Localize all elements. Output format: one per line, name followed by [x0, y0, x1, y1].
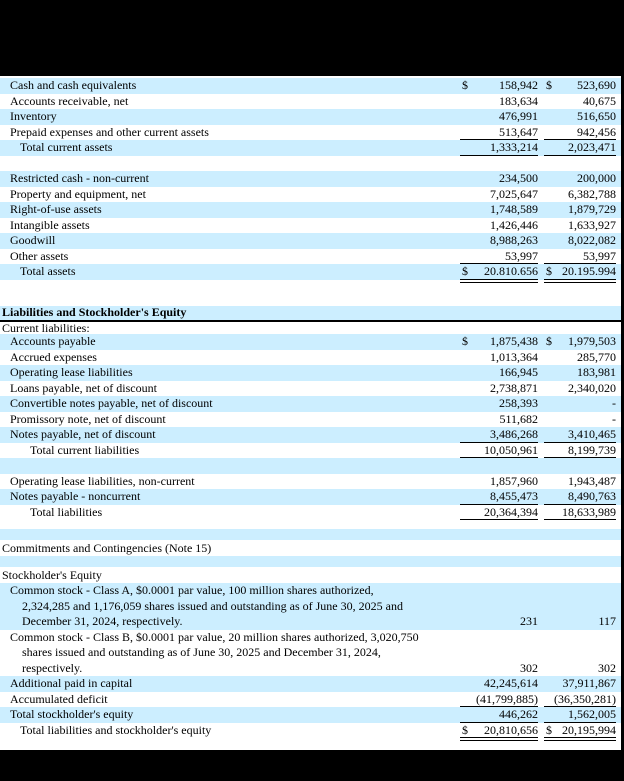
value-current-period	[460, 334, 538, 350]
table-row	[0, 187, 621, 203]
value-current-period	[460, 171, 538, 187]
amount-text: 166,945	[499, 365, 538, 379]
value-prior-period	[544, 365, 616, 381]
spacer-row	[0, 556, 621, 567]
right-padding	[616, 723, 621, 739]
row-label-line: shares issued and outstanding as of June 30, 2025 and December 31, 2024,	[22, 645, 381, 659]
value-prior-period	[544, 109, 616, 125]
value-current-period	[460, 202, 538, 218]
row-label-line: 2,324,285 and 1,176,059 shares issued and outstanding as of June 30, 2025 and	[22, 598, 403, 613]
row-label: Prepaid expenses and other current assets	[10, 124, 209, 139]
value-current-period	[460, 125, 538, 141]
table-row	[0, 707, 621, 723]
table-row	[0, 692, 621, 708]
value-prior-period	[544, 350, 616, 366]
table-row	[0, 567, 621, 583]
value-prior-period	[544, 218, 616, 234]
row-label-line: December 31, 2024, respectively.	[22, 614, 183, 628]
row-label: Total liabilities and stockholder's equity	[20, 722, 212, 737]
top-black-bar	[0, 0, 624, 76]
value-prior-period	[544, 489, 616, 505]
dollar-sign-icon: $	[546, 78, 552, 92]
right-padding	[616, 707, 621, 723]
value-prior-period	[544, 171, 616, 187]
value-current-period	[460, 489, 538, 505]
amount-text: 8,022,082	[568, 233, 616, 247]
right-padding	[616, 218, 621, 234]
table-row	[0, 171, 621, 187]
dollar-sign-icon: $	[546, 334, 552, 348]
table-row	[0, 474, 621, 490]
amount-text: 3,486,268	[490, 427, 538, 441]
amount-text: (41,799,885)	[476, 691, 538, 706]
dollar-sign-icon: $	[546, 722, 552, 737]
right-padding	[616, 505, 621, 521]
row-label-line: respectively.	[22, 660, 83, 675]
row-label: Convertible notes payable, net of discount	[10, 396, 213, 410]
amount-text: 8,199,739	[568, 442, 616, 457]
right-padding	[616, 202, 621, 218]
dollar-sign-icon: $	[462, 264, 468, 278]
amount-text: 302	[598, 660, 616, 675]
table-row	[0, 94, 621, 110]
right-padding	[616, 249, 621, 265]
amount-text: 258,393	[499, 396, 538, 410]
amount-text: 516,650	[577, 109, 616, 123]
amount-text: 183,981	[577, 365, 616, 379]
row-label: Total liabilities	[30, 504, 103, 519]
table-row	[0, 125, 621, 141]
table-row	[0, 723, 621, 739]
amount-text: 523,690	[577, 78, 616, 92]
amount-text: 2,340,020	[568, 380, 616, 395]
row-label: Operating lease liabilities, non-current	[10, 473, 195, 488]
right-padding	[616, 676, 621, 692]
row-label: Total stockholder's equity	[10, 707, 134, 721]
right-padding	[616, 78, 621, 94]
amount-text: 20.195.994	[562, 264, 616, 278]
amount-text: 513,647	[499, 124, 538, 139]
table-row	[0, 676, 621, 692]
amount-text: 53,997	[583, 248, 616, 263]
right-padding	[616, 264, 621, 280]
right-padding	[616, 94, 621, 110]
amount-text: 8,455,473	[490, 489, 538, 503]
right-padding	[616, 109, 621, 125]
table-row	[0, 540, 621, 556]
row-label	[0, 630, 460, 677]
amount-text: 1,943,487	[568, 473, 616, 488]
spacer-row	[0, 458, 621, 474]
right-padding	[616, 412, 621, 428]
table-row	[0, 583, 621, 630]
right-padding	[616, 443, 621, 459]
right-padding	[616, 692, 621, 708]
value-current-period	[460, 474, 538, 490]
right-padding	[616, 171, 621, 187]
table-row	[0, 427, 621, 443]
bottom-black-bar	[0, 750, 624, 781]
value-prior-period	[544, 233, 616, 249]
value-prior-period	[544, 474, 616, 490]
value-current-period	[460, 140, 538, 156]
right-padding	[616, 489, 621, 505]
row-label: Restricted cash - non-current	[10, 171, 149, 185]
value-prior-period	[544, 676, 616, 692]
amount-text: 446,262	[499, 707, 538, 721]
value-prior-period	[544, 396, 616, 412]
spacer-row	[0, 156, 621, 172]
table-row	[0, 443, 621, 459]
right-padding	[616, 350, 621, 366]
value-current-period	[460, 365, 538, 381]
row-label: Right-of-use assets	[10, 202, 102, 216]
value-prior-period	[544, 707, 616, 723]
value-prior-period	[544, 187, 616, 203]
value-prior-period	[544, 381, 616, 397]
row-label: Property and equipment, net	[10, 186, 146, 201]
right-padding	[616, 334, 621, 350]
value-current-period	[460, 723, 538, 739]
right-padding	[616, 365, 621, 381]
balance-sheet-table	[0, 78, 621, 738]
right-padding	[616, 396, 621, 412]
value-current-period	[460, 233, 538, 249]
amount-text: 10,050,961	[484, 442, 538, 457]
dollar-sign-icon: $	[546, 264, 552, 278]
amount-text: 2,023,471	[568, 140, 616, 154]
amount-text: -	[612, 396, 616, 410]
value-prior-period	[544, 661, 616, 677]
value-current-period	[460, 707, 538, 723]
amount-text: 20.810.656	[484, 264, 538, 278]
row-label: Other assets	[10, 248, 69, 263]
table-row	[0, 306, 621, 322]
amount-text: 1,879,729	[568, 202, 616, 216]
row-label: Accounts payable	[10, 334, 96, 348]
table-row	[0, 218, 621, 234]
table-row	[0, 109, 621, 125]
value-current-period	[460, 78, 538, 94]
amount-text: 1,633,927	[568, 217, 616, 232]
row-label: Additional paid in capital	[10, 676, 133, 690]
value-prior-period	[544, 334, 616, 350]
table-row	[0, 264, 621, 280]
row-label: Cash and cash equivalents	[10, 78, 137, 92]
row-label-line: Common stock - Class A, $0.0001 par value, 100 million shares authorized,	[10, 583, 374, 597]
spacer-row	[0, 520, 621, 529]
amount-text: 302	[520, 660, 538, 675]
right-padding	[616, 140, 621, 156]
amount-text: 1,333,214	[490, 140, 538, 154]
value-prior-period	[544, 202, 616, 218]
dollar-sign-icon: $	[462, 78, 468, 92]
right-padding	[616, 381, 621, 397]
row-label: Commitments and Contingencies (Note 15)	[2, 541, 212, 555]
table-row	[0, 396, 621, 412]
amount-text: 1,979,503	[568, 334, 616, 348]
amount-text: 231	[520, 614, 538, 628]
value-current-period	[460, 692, 538, 708]
value-prior-period	[544, 94, 616, 110]
amount-text: 117	[598, 614, 616, 628]
amount-text: 20,364,394	[484, 504, 538, 519]
table-row	[0, 249, 621, 265]
amount-text: 1,562,005	[568, 707, 616, 721]
amount-text: 18,633,989	[562, 504, 616, 519]
amount-text: 40,675	[583, 93, 616, 108]
amount-text: 6,382,788	[568, 186, 616, 201]
amount-text: (36,350,281)	[554, 691, 616, 706]
amount-text: 42,245,614	[484, 676, 538, 690]
right-padding	[616, 474, 621, 490]
value-prior-period	[544, 692, 616, 708]
row-label: Total current liabilities	[30, 442, 140, 457]
amount-text: 7,025,647	[490, 186, 538, 201]
value-prior-period	[544, 249, 616, 265]
value-current-period	[460, 218, 538, 234]
value-current-period	[460, 505, 538, 521]
table-row	[0, 412, 621, 428]
amount-text: 476,991	[499, 109, 538, 123]
amount-text: 2,738,871	[490, 380, 538, 395]
amount-text: 53,997	[505, 248, 538, 263]
row-label-line: Common stock - Class B, $0.0001 par value, 20 million shares authorized, 3,020,750	[10, 629, 419, 644]
table-row	[0, 334, 621, 350]
value-prior-period	[544, 443, 616, 459]
value-current-period	[460, 187, 538, 203]
amount-text: 1,875,438	[490, 334, 538, 348]
value-current-period	[460, 661, 538, 677]
row-label: Inventory	[10, 109, 57, 123]
amount-text: 183,634	[499, 93, 538, 108]
row-label: Operating lease liabilities	[10, 365, 133, 379]
amount-text: 8,988,263	[490, 233, 538, 247]
table-row	[0, 322, 621, 335]
value-current-period	[460, 264, 538, 280]
dollar-sign-icon: $	[462, 722, 468, 737]
row-label: Promissory note, net of discount	[10, 411, 166, 426]
value-prior-period	[544, 412, 616, 428]
table-row	[0, 630, 621, 677]
value-current-period	[460, 396, 538, 412]
value-current-period	[460, 94, 538, 110]
value-prior-period	[544, 427, 616, 443]
value-prior-period	[544, 264, 616, 280]
amount-text: 1,857,960	[490, 473, 538, 488]
spacer-row	[0, 529, 621, 540]
row-label: Stockholder's Equity	[2, 568, 102, 582]
value-current-period	[460, 249, 538, 265]
table-row	[0, 233, 621, 249]
value-prior-period	[544, 505, 616, 521]
row-label: Loans payable, net of discount	[10, 380, 157, 395]
amount-text: -	[612, 411, 616, 426]
value-current-period	[460, 350, 538, 366]
value-current-period	[460, 109, 538, 125]
row-label: Notes payable - noncurrent	[10, 489, 141, 503]
value-prior-period	[544, 78, 616, 94]
row-label: Accrued expenses	[10, 349, 97, 364]
table-row	[0, 350, 621, 366]
right-padding	[616, 233, 621, 249]
amount-text: 234,500	[499, 171, 538, 185]
table-row	[0, 140, 621, 156]
row-label: Goodwill	[10, 233, 56, 247]
value-current-period	[460, 443, 538, 459]
row-label: Accounts receivable, net	[10, 93, 129, 108]
amount-text: 1,748,589	[490, 202, 538, 216]
amount-text: 3,410,465	[568, 427, 616, 441]
row-label: Current liabilities:	[2, 321, 90, 334]
table-row	[0, 381, 621, 397]
statement-content-area	[0, 76, 624, 750]
amount-text: 37,911,867	[562, 676, 616, 690]
table-row	[0, 78, 621, 94]
row-label: Notes payable, net of discount	[10, 427, 156, 441]
value-current-period	[460, 676, 538, 692]
value-prior-period	[544, 125, 616, 141]
amount-text: 200,000	[577, 171, 616, 185]
value-current-period	[460, 412, 538, 428]
right-padding	[616, 427, 621, 443]
amount-text: 285,770	[577, 349, 616, 364]
value-current-period	[460, 427, 538, 443]
amount-text: 1,426,446	[490, 217, 538, 232]
amount-text: 1,013,364	[490, 349, 538, 364]
amount-text: 511,682	[499, 411, 538, 426]
spacer-row	[0, 280, 621, 306]
table-row	[0, 365, 621, 381]
row-label: Total current assets	[20, 140, 113, 154]
row-label	[0, 583, 460, 630]
value-prior-period	[544, 140, 616, 156]
row-label: Intangible assets	[10, 217, 90, 232]
amount-text: 20,810,656	[484, 722, 538, 737]
table-row	[0, 489, 621, 505]
value-prior-period	[544, 614, 616, 630]
value-current-period	[460, 381, 538, 397]
amount-text: 158,942	[499, 78, 538, 92]
right-padding	[616, 187, 621, 203]
dollar-sign-icon: $	[462, 334, 468, 348]
row-label: Accumulated deficit	[10, 691, 108, 706]
table-row	[0, 202, 621, 218]
amount-text: 8,490,763	[568, 489, 616, 503]
table-row	[0, 505, 621, 521]
row-label: Liabilities and Stockholder's Equity	[2, 305, 187, 319]
row-label: Total assets	[20, 264, 76, 278]
amount-text: 942,456	[577, 124, 616, 139]
right-padding	[616, 125, 621, 141]
value-prior-period	[544, 723, 616, 739]
amount-text: 20,195,994	[562, 722, 616, 737]
value-current-period	[460, 614, 538, 630]
